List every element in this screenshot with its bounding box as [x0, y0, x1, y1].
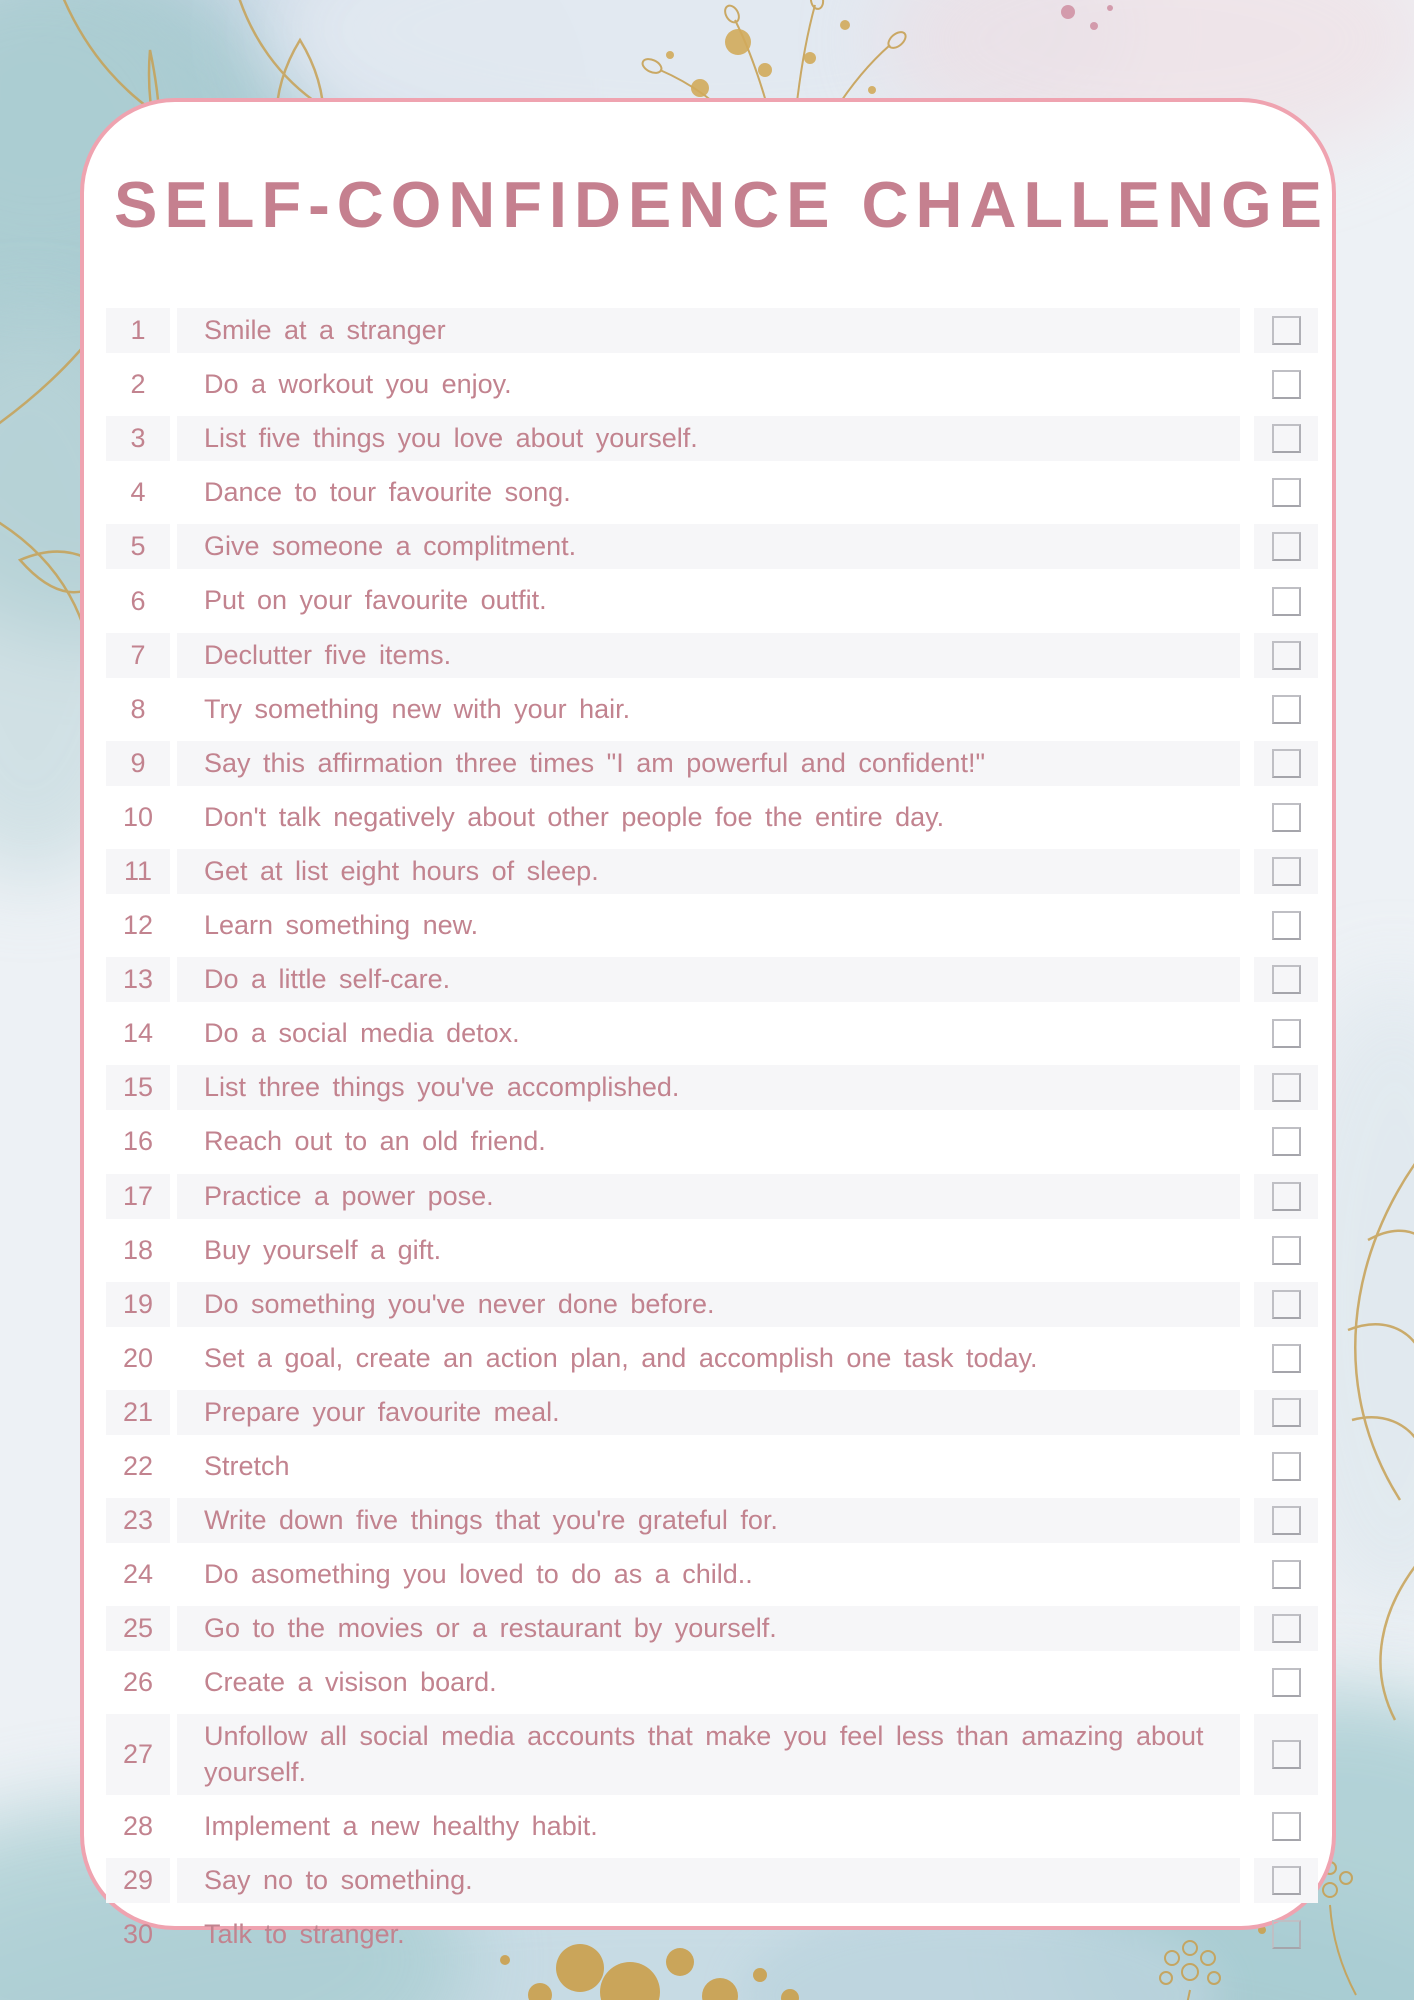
- item-number: 8: [130, 693, 146, 724]
- checkbox-cell: [1254, 741, 1318, 786]
- checklist-row: [106, 687, 1318, 732]
- checkbox[interactable]: [1272, 1506, 1301, 1535]
- item-number: 9: [106, 741, 170, 786]
- item-text: Stretch: [204, 1450, 290, 1481]
- checkbox[interactable]: [1272, 1668, 1301, 1697]
- item-number: 4: [130, 477, 146, 508]
- checkbox[interactable]: [1272, 1127, 1301, 1156]
- checklist-row: [106, 1282, 1318, 1327]
- checklist-row: [106, 524, 1318, 569]
- checklist-row: [106, 1065, 1318, 1110]
- checkbox[interactable]: [1272, 1920, 1301, 1949]
- checkbox[interactable]: [1272, 1290, 1301, 1319]
- checkbox-cell: [1254, 1228, 1318, 1273]
- checkbox-cell: [1254, 1065, 1318, 1110]
- item-text: Say no to something.: [177, 1858, 1240, 1903]
- checklist-row: [106, 1804, 1318, 1849]
- checkbox-cell: [1254, 470, 1318, 515]
- checkbox-cell: [1254, 1858, 1318, 1903]
- item-text: Practice a power pose.: [177, 1174, 1240, 1219]
- checklist-row: [106, 849, 1318, 894]
- checklist-card: [80, 98, 1336, 1949]
- checkbox[interactable]: [1272, 749, 1301, 778]
- checkbox-cell: [1254, 308, 1318, 353]
- checkbox[interactable]: [1272, 1019, 1301, 1048]
- checklist-row: [106, 1228, 1318, 1273]
- checklist-row: [106, 1336, 1318, 1381]
- item-text: Declutter five items.: [177, 633, 1240, 678]
- checkbox[interactable]: [1272, 695, 1301, 724]
- checkbox-cell: [1254, 1119, 1318, 1164]
- item-text: Write down five things that you're grateful for.: [177, 1498, 1240, 1543]
- checkbox[interactable]: [1272, 1560, 1301, 1589]
- item-number: 20: [122, 1342, 154, 1373]
- checkbox-cell: [1254, 1444, 1318, 1489]
- checkbox[interactable]: [1272, 803, 1301, 832]
- checkbox-cell: [1254, 524, 1318, 569]
- item-text: Don't talk negatively about other people foe the entire day.: [204, 801, 945, 832]
- item-number: 17: [106, 1174, 170, 1219]
- item-number: 12: [122, 910, 154, 941]
- checklist-row: [106, 416, 1318, 461]
- checkbox-cell: [1254, 1660, 1318, 1705]
- checklist: [106, 308, 1318, 1966]
- checkbox[interactable]: [1272, 1812, 1301, 1841]
- checklist-row: [106, 1660, 1318, 1705]
- item-text: Do asomething you loved to do as a child..: [204, 1559, 753, 1590]
- item-number: 26: [122, 1667, 154, 1698]
- checkbox[interactable]: [1272, 1614, 1301, 1643]
- item-text: Buy yourself a gift.: [204, 1234, 442, 1265]
- item-number: 23: [106, 1498, 170, 1543]
- checkbox[interactable]: [1272, 1866, 1301, 1895]
- checkbox-cell: [1254, 362, 1318, 407]
- checkbox-cell: [1254, 1606, 1318, 1651]
- checklist-row: [106, 633, 1318, 678]
- item-number: 19: [106, 1282, 170, 1327]
- item-number: 14: [122, 1018, 154, 1049]
- item-text: Smile at a stranger: [177, 308, 1240, 353]
- item-text: Prepare your favourite meal.: [177, 1390, 1240, 1435]
- item-number: 27: [106, 1714, 170, 1794]
- item-text: List five things you love about yourself.: [177, 416, 1240, 461]
- item-number: 29: [106, 1858, 170, 1903]
- checklist-row: [106, 308, 1318, 353]
- checkbox[interactable]: [1272, 478, 1301, 507]
- item-text: Unfollow all social media accounts that make you feel less than amazing about yourself.: [177, 1714, 1240, 1794]
- item-text: List three things you've accomplished.: [177, 1065, 1240, 1110]
- checkbox-cell: [1254, 849, 1318, 894]
- checkbox-cell: [1254, 1714, 1318, 1794]
- checkbox[interactable]: [1272, 1182, 1301, 1211]
- item-text: Talk to stranger.: [204, 1918, 405, 1949]
- checkbox-cell: [1254, 1282, 1318, 1327]
- checkbox-cell: [1254, 578, 1318, 623]
- checkbox[interactable]: [1272, 1740, 1301, 1769]
- checkbox-cell: [1254, 1498, 1318, 1543]
- checklist-row: [106, 1858, 1318, 1903]
- item-number: 25: [106, 1606, 170, 1651]
- item-number: 10: [122, 801, 154, 832]
- item-number: 1: [106, 308, 170, 353]
- item-number: 5: [106, 524, 170, 569]
- item-number: 13: [106, 957, 170, 1002]
- checkbox-cell: [1254, 1336, 1318, 1381]
- item-text: Say this affirmation three times "I am powerful and confident!": [177, 741, 1240, 786]
- item-text: Do a little self-care.: [177, 957, 1240, 1002]
- checklist-row: [106, 957, 1318, 1002]
- checkbox[interactable]: [1272, 1236, 1301, 1265]
- checkbox-cell: [1254, 1552, 1318, 1597]
- checkbox-cell: [1254, 903, 1318, 948]
- checklist-row: [106, 1552, 1318, 1597]
- item-number: 16: [122, 1126, 154, 1157]
- checkbox-cell: [1254, 416, 1318, 461]
- item-number: 3: [106, 416, 170, 461]
- checklist-row: [106, 578, 1318, 623]
- checkbox-cell: [1254, 1912, 1318, 1957]
- item-text: Reach out to an old friend.: [204, 1126, 546, 1157]
- checkbox[interactable]: [1272, 1073, 1301, 1102]
- item-number: 6: [130, 585, 146, 616]
- checkbox[interactable]: [1272, 370, 1301, 399]
- checklist-row: [106, 470, 1318, 515]
- item-number: 21: [106, 1390, 170, 1435]
- checkbox-cell: [1254, 633, 1318, 678]
- item-number: 28: [122, 1810, 154, 1841]
- checklist-row: [106, 795, 1318, 840]
- checkbox[interactable]: [1272, 1452, 1301, 1481]
- item-number: 11: [106, 849, 170, 894]
- checkbox-cell: [1254, 1011, 1318, 1056]
- checklist-row: [106, 1174, 1318, 1219]
- checkbox[interactable]: [1272, 857, 1301, 886]
- checkbox[interactable]: [1272, 1344, 1301, 1373]
- checkbox[interactable]: [1272, 424, 1301, 453]
- checkbox[interactable]: [1272, 911, 1301, 940]
- item-text: Put on your favourite outfit.: [204, 585, 547, 616]
- item-text: Dance to tour favourite song.: [204, 477, 571, 508]
- checklist-row: [106, 1011, 1318, 1056]
- checklist-row: [106, 1390, 1318, 1435]
- item-number: 2: [130, 369, 146, 400]
- checkbox[interactable]: [1272, 532, 1301, 561]
- item-text: Give someone a complitment.: [177, 524, 1240, 569]
- checklist-row: [106, 1498, 1318, 1543]
- item-number: 22: [122, 1451, 154, 1482]
- page-title: SELF-CONFIDENCE CHALLENGE: [114, 168, 1329, 241]
- checklist-row: [106, 1606, 1318, 1651]
- checklist-row: [106, 1119, 1318, 1164]
- item-number: 30: [122, 1918, 154, 1949]
- item-text: Implement a new healthy habit.: [204, 1810, 598, 1841]
- item-text: Learn something new.: [204, 910, 479, 941]
- item-text: Create a visison board.: [204, 1667, 497, 1698]
- checkbox-cell: [1254, 1174, 1318, 1219]
- item-number: 18: [122, 1234, 154, 1265]
- item-text: Try something new with your hair.: [204, 693, 631, 724]
- item-text: Get at list eight hours of sleep.: [177, 849, 1240, 894]
- checkbox-cell: [1254, 1804, 1318, 1849]
- checkbox-cell: [1254, 795, 1318, 840]
- checkbox-cell: [1254, 957, 1318, 1002]
- checklist-row: [106, 903, 1318, 948]
- checkbox-cell: [1254, 687, 1318, 732]
- checkbox-cell: [1254, 1390, 1318, 1435]
- checklist-row: [106, 362, 1318, 407]
- checkbox[interactable]: [1272, 641, 1301, 670]
- item-text: Do something you've never done before.: [177, 1282, 1240, 1327]
- item-number: 15: [106, 1065, 170, 1110]
- checklist-row: [106, 1444, 1318, 1489]
- checkbox[interactable]: [1272, 1398, 1301, 1427]
- checkbox[interactable]: [1272, 587, 1301, 616]
- checkbox[interactable]: [1272, 316, 1301, 345]
- checklist-row: [106, 1714, 1318, 1794]
- checklist-row: [106, 741, 1318, 786]
- checkbox[interactable]: [1272, 965, 1301, 994]
- checklist-row: [106, 1912, 1318, 1957]
- item-number: 7: [106, 633, 170, 678]
- item-number: 24: [122, 1559, 154, 1590]
- item-text: Go to the movies or a restaurant by yourself.: [177, 1606, 1240, 1651]
- item-text: Do a social media detox.: [204, 1018, 520, 1049]
- item-text: Set a goal, create an action plan, and accomplish one task today.: [204, 1342, 1038, 1373]
- item-text: Do a workout you enjoy.: [204, 369, 512, 400]
